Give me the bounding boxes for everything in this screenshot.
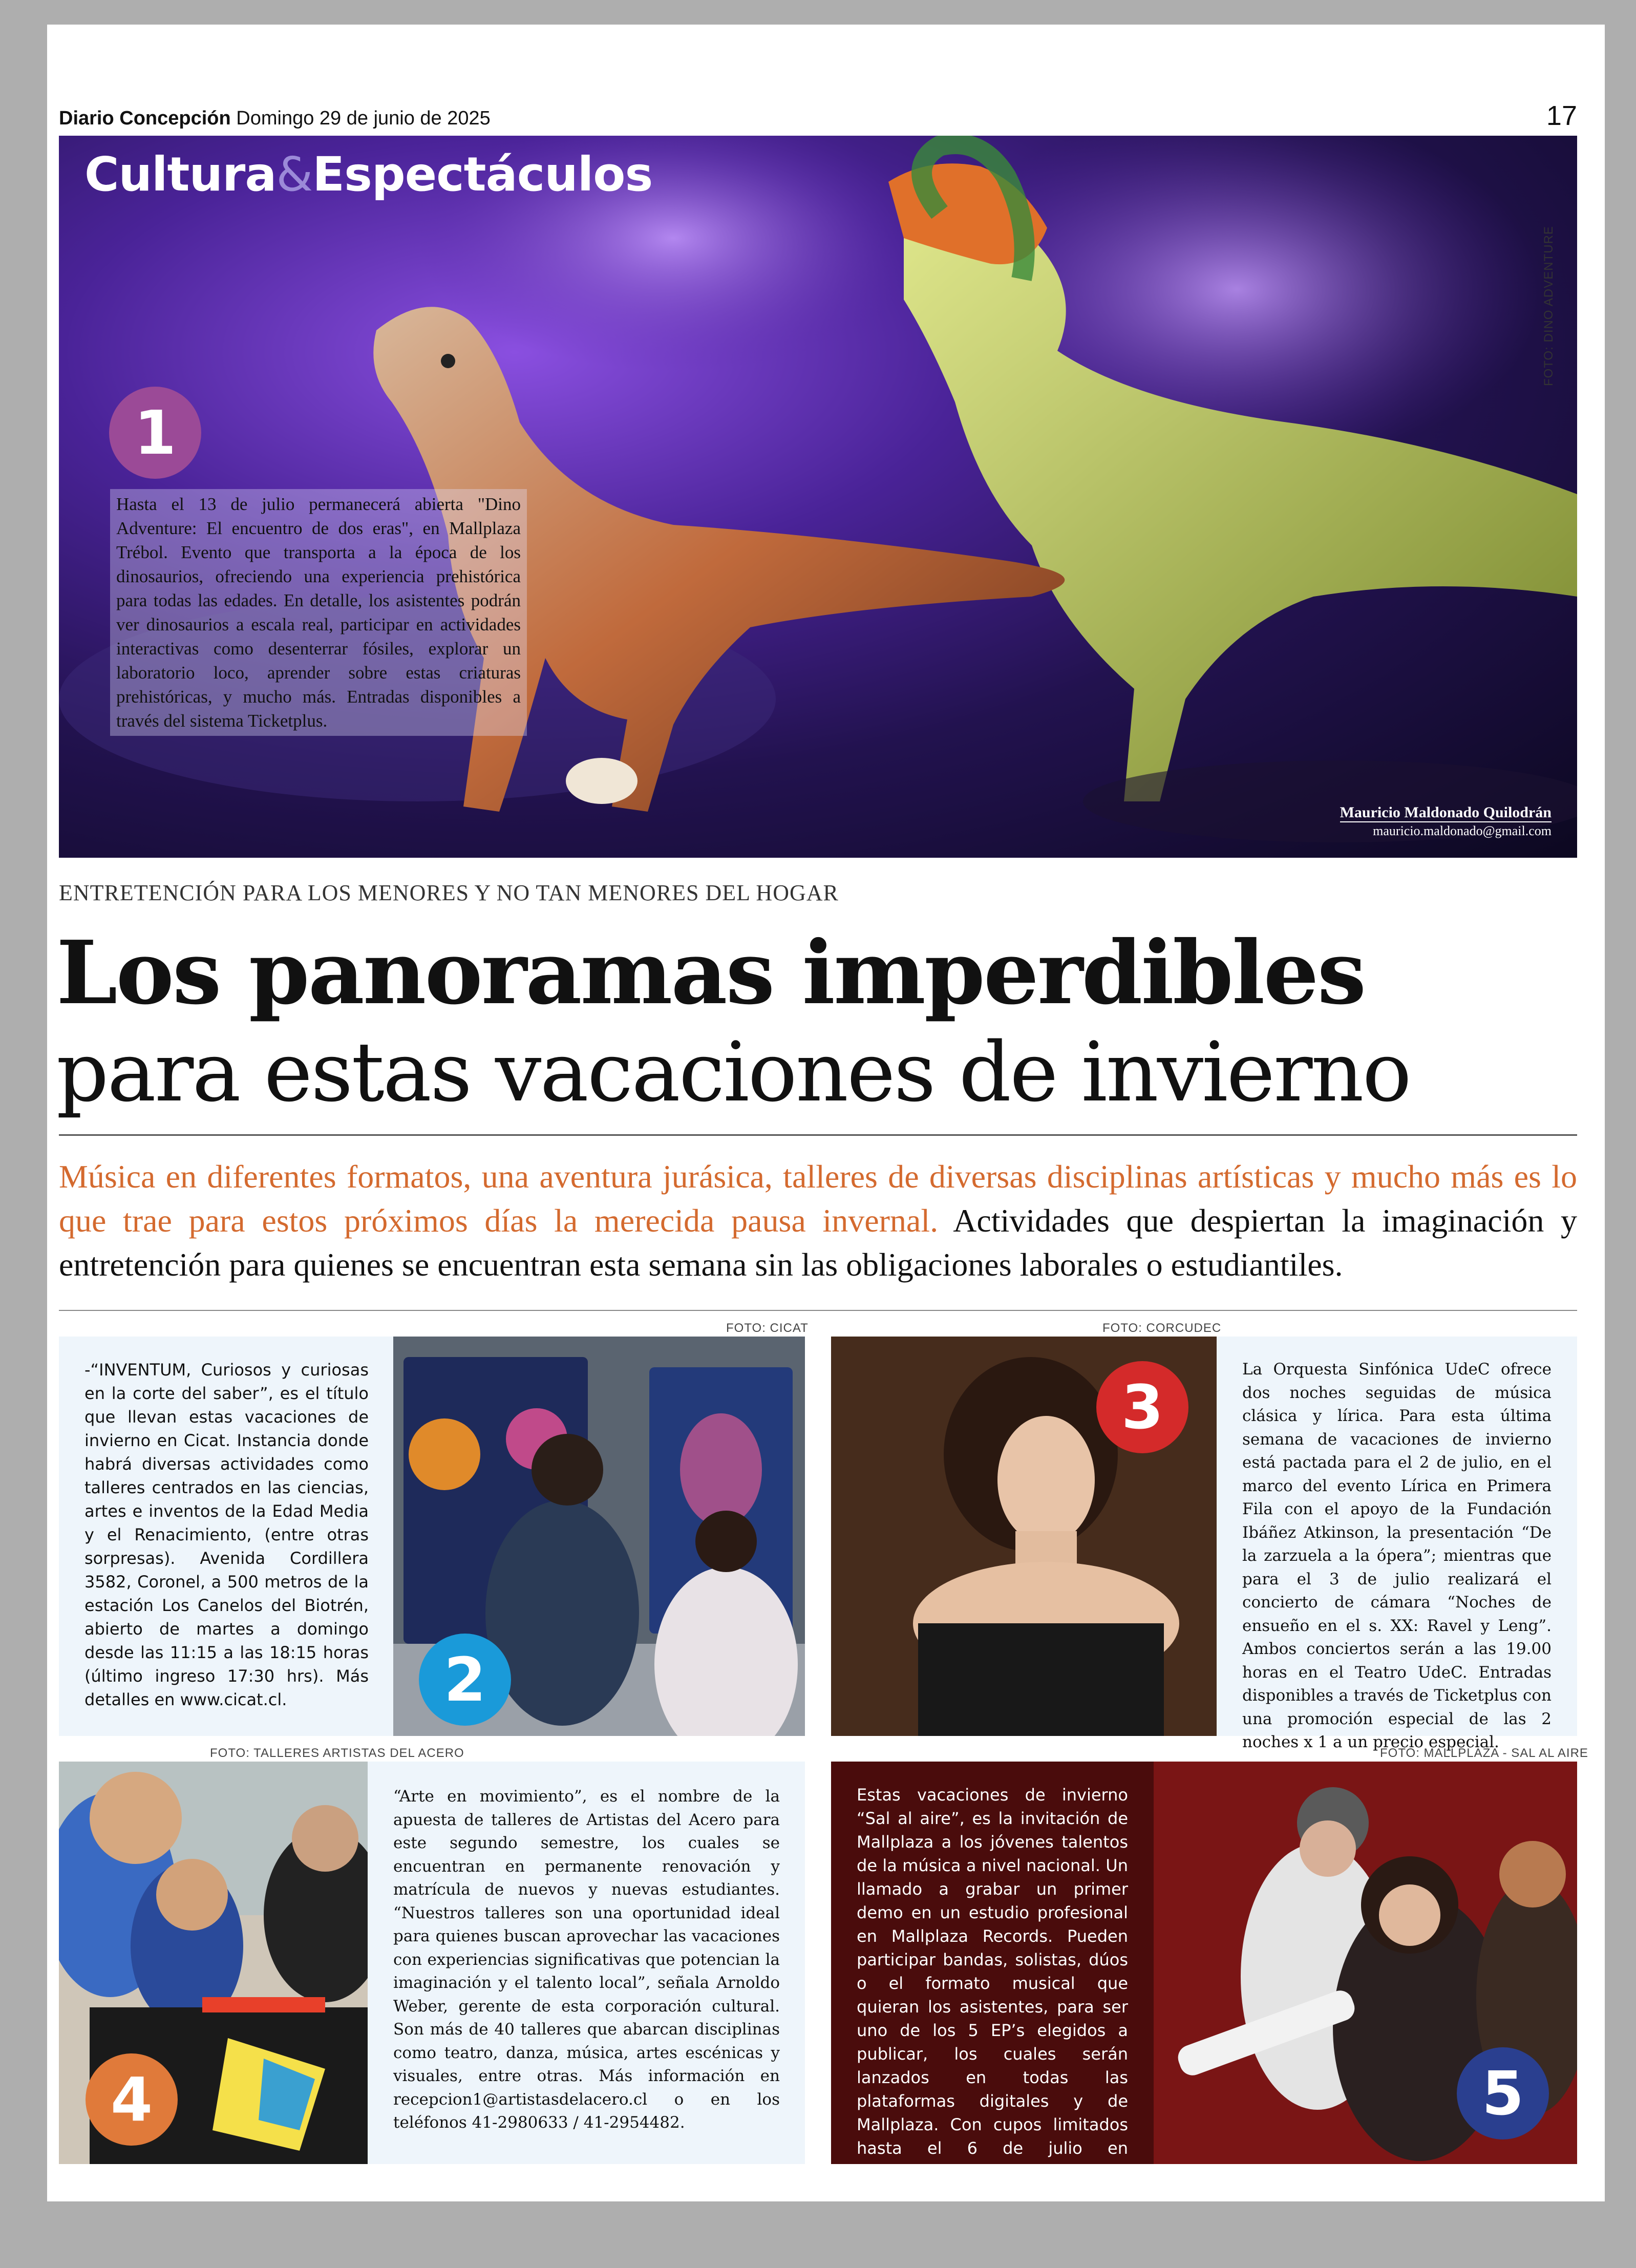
- publication-name: Diario Concepción: [59, 108, 231, 129]
- photographer-email: mauricio.maldonado@gmail.com: [1340, 821, 1552, 839]
- item-4-photo: [59, 1762, 368, 2164]
- page-number: 17: [1546, 100, 1577, 131]
- photographer-name: Mauricio Maldonado Quilodrán: [1340, 804, 1552, 821]
- deck-text: Actividades que despiertan la imaginación y entretención para quienes se encuentran esta semana sin las obligaciones laborales o estudiantiles.: [59, 1202, 1578, 1283]
- item-2-photo-credit: FOTO: CICAT: [726, 1321, 809, 1335]
- deck-rule: [59, 1310, 1577, 1311]
- publication-date: Domingo 29 de junio de 2025: [236, 108, 491, 129]
- section-title: [84, 147, 652, 202]
- section-title-part2: Espectáculos: [312, 147, 653, 202]
- article-kicker: ENTRETENCIÓN PARA LOS MENORES Y NO TAN MENORES DEL HOGAR: [59, 880, 839, 905]
- photographer-credit: [1340, 804, 1552, 839]
- section-title-amp: &: [276, 147, 313, 202]
- item-5-text: Estas vacaciones de invierno “Sal al aire”, es la invitación de Mallplaza a los jóvenes talentos de la música a nivel nacional. Un llamado a grabar un primer demo en un estudio profesional en Mallplaza Records. Pueden participar bandas, solistas, dúos o el formato musical que quieran los asistentes, para ser uno de los 5 EP’s elegidos a publicar, los cuales serán lanzados en todas las plataformas digitales y de Mallplaza. Con cupos limitados hasta el 6 de julio en mallplaza.com.: [857, 1785, 1128, 2181]
- section-title-part1: Cultura: [84, 147, 277, 202]
- item-badge-2: 2: [419, 1634, 511, 1726]
- item-2-photo: [393, 1337, 805, 1736]
- item-2-text: -“INVENTUM, Curiosos y curiosas en la corte del saber”, es el título que llevan estas vacaciones de invierno en Cicat. Instancia donde habrá diversas actividades como talleres centrados en las ciencias, artes e inventos de la Edad Media y el Renacimiento, (entre otras sorpresas). Avenida Cordillera 3582, Coronel, a 500 metros de la estación Los Canelos del Biotrén, abierto de martes a domingo desde las 11:15 a las 18:15 horas (último ingreso 17:30 hrs). Más detalles en www.cicat.cl.: [84, 1360, 369, 1709]
- item-badge-5: 5: [1457, 2047, 1549, 2139]
- deck-highlight: Música en diferentes formatos, una aventura jurásica, talleres de diversas disciplinas artísticas y mucho más es lo que trae para estos próximos días la merecida pausa invernal.: [59, 1158, 1577, 1239]
- article-deck: [59, 1155, 1577, 1287]
- headline-line-2: para estas vacaciones de invierno: [56, 1024, 1410, 1120]
- headline-line-1: Los panoramas imperdibles: [56, 922, 1365, 1024]
- item-5-photo: [1154, 1762, 1577, 2164]
- item-3-text: La Orquesta Sinfónica UdeC ofrece dos noches seguidas de música clásica y lírica. Para esta última semana de vacaciones de invierno está pactada para el 2 de julio, en el marco del evento Lírica en Primera Fila con el apoyo de la Fundación Ibáñez Atkinson, la presentación “De la zarzuela a la ópera”; mientras que para el 3 de julio realizará el concierto de cámara “Noches de ensueño en el s. XX: Ravel y Leng”. Ambos conciertos serán a las 19.00 horas en el Teatro UdeC. Entradas disponibles a través de Ticketplus con una promoción especial de las 2 noches x 1 a un precio especial.: [1242, 1360, 1552, 1751]
- item-3-photo-credit: FOTO: CORCUDEC: [1102, 1321, 1222, 1335]
- page-header: [59, 108, 491, 130]
- item-3-photo: [831, 1337, 1217, 1736]
- hero-photo: [59, 136, 1577, 858]
- headline-rule: [59, 1134, 1577, 1136]
- item-badge-3: 3: [1096, 1361, 1188, 1453]
- item-badge-1: 1: [109, 387, 201, 479]
- item-4-text: “Arte en movimiento”, es el nombre de la apuesta de talleres de Artistas del Acero para este segundo semestre, los cuales se encuentran en permanente renovación y matrícula de nuevos y nuevas estudiantes. “Nuestros talleres son una oportunidad ideal para quienes buscan aprovechar las vacaciones con experiencias significativas que potencian la imaginación y el talento local”, señala Arnoldo Weber, gerente de esta corporación cultural. Son más de 40 talleres que abarcan disciplinas como teatro, danza, música, artes escénicas y visuales, entre otras. Más información en recepcion1@artistasdelacero.cl o en los teléfonos 41-2980633 / 41-2954482.: [393, 1787, 780, 2132]
- item-4-photo-credit: FOTO: TALLERES ARTISTAS DEL ACERO: [210, 1746, 464, 1760]
- item-5-photo-credit: FOTO: MALLPLAZA - SAL AL AIRE: [1380, 1746, 1588, 1760]
- hero-item-text: Hasta el 13 de julio permanecerá abierta "Dino Adventure: El encuentro de dos eras", en Mallplaza Trébol. Evento que transporta a la época de los dinosaurios, ofreciendo una experiencia prehistórica para todas las edades. En detalle, los asistentes podrán ver dinosaurios a escala real, participar en actividades interactivas como desenterrar fósiles, explorar un laboratorio loco, aprender sobre estas criaturas prehistóricas, y mucho más. Entradas disponibles a través del sistema Ticketplus.: [110, 489, 527, 736]
- item-badge-4: 4: [86, 2053, 178, 2146]
- hero-photo-credit: FOTO: DINO ADVENTURE: [1542, 226, 1556, 386]
